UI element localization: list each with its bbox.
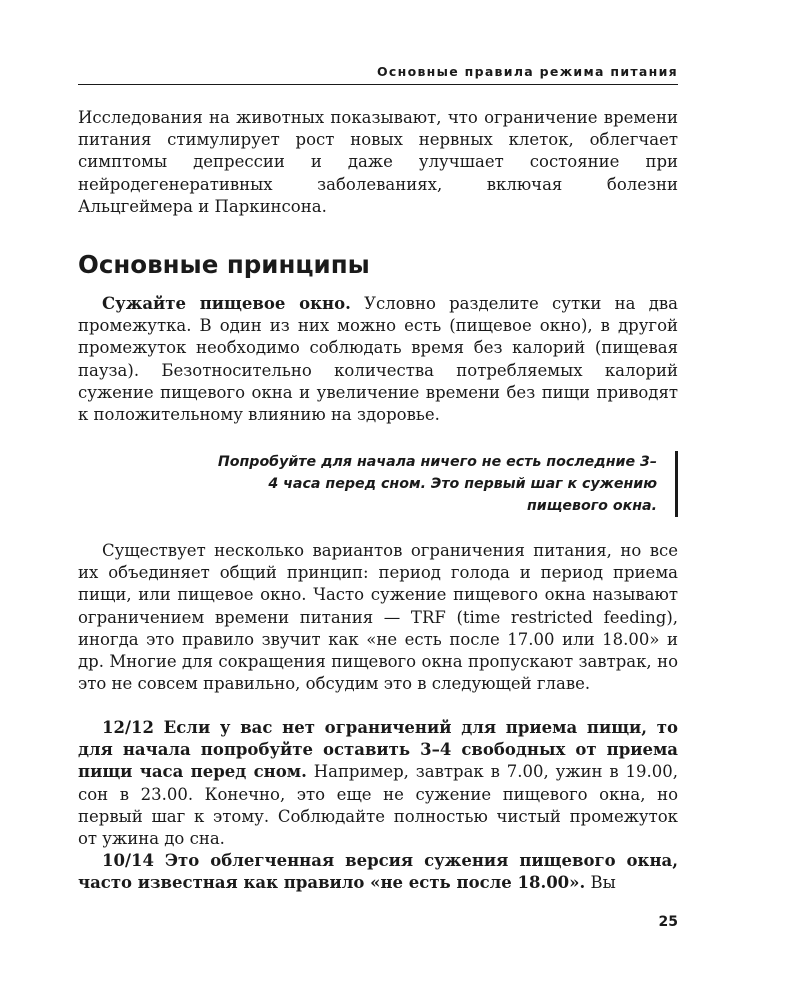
- header-rule: [78, 84, 678, 85]
- rule-10-14-paragraph: [78, 850, 678, 894]
- rule-12-12-paragraph: [78, 717, 678, 850]
- page-number: 25: [658, 914, 678, 930]
- intro-paragraph: Исследования на животных показывают, что ограничение времени питания стимулирует рост новых нервных клеток, облегчает симптомы депрессии и даже улучшает состояние при нейродегенеративных заболеваниях, включая болезни Альцгеймера и Паркинсона.: [78, 108, 678, 216]
- book-page: [78, 0, 678, 1000]
- running-header: Основные правила режима питания: [377, 64, 678, 79]
- variants-paragraph: Существует несколько вариантов ограничения питания, но все их объединяет общий принцип: период голода и период приема пищи, или пищевое окно. Часто сужение пищевого окна называют ограничением времени питания — TRF (time restricted feeding), иногда это правило звучит как «не есть после 17.00 или 18.00» и др. Многие для сокращения пищевого окна пропускают завтрак, но это не совсем правильно, обсудим это в следующей главе.: [78, 541, 678, 694]
- principle-paragraph: [78, 293, 678, 426]
- section-heading: Основные принципы: [78, 250, 370, 279]
- callout-quote: Попробуйте для начала ничего не есть последние 3–4 часа перед сном. Это первый шаг к сужению пищевого окна.: [217, 451, 678, 517]
- principle-lead: Сужайте пищевое окно.: [102, 294, 351, 313]
- rule-12-12-lead: 12/12 Если у вас нет ограничений для приема пищи, то для начала попробуйте оставить 3–4 свободных от приема пищи часа перед сном.: [78, 718, 678, 782]
- rule-12-12-text: Например, завтрак в 7.00, ужин в 19.00, сон в 23.00. Конечно, это еще не сужение пищевого окна, но первый шаг к этому. Соблюдайте полностью чистый промежуток от ужина до сна.: [78, 762, 679, 849]
- rule-10-14-lead: 10/14 Это облегченная версия сужения пищевого окна, часто известная как правило «не есть после 18.00».: [78, 851, 678, 893]
- rule-10-14-text: Вы: [585, 873, 616, 893]
- principle-text: Условно разделите сутки на два промежутка. В один из них можно есть (пищевое окно), в другой промежуток необходимо соблюдать время без калорий (пищевая пауза). Безотносительно количества потребляемых калорий сужение пищевого окна и увеличение времени без пищи приводят к положительному влиянию на здоровье.: [78, 294, 678, 425]
